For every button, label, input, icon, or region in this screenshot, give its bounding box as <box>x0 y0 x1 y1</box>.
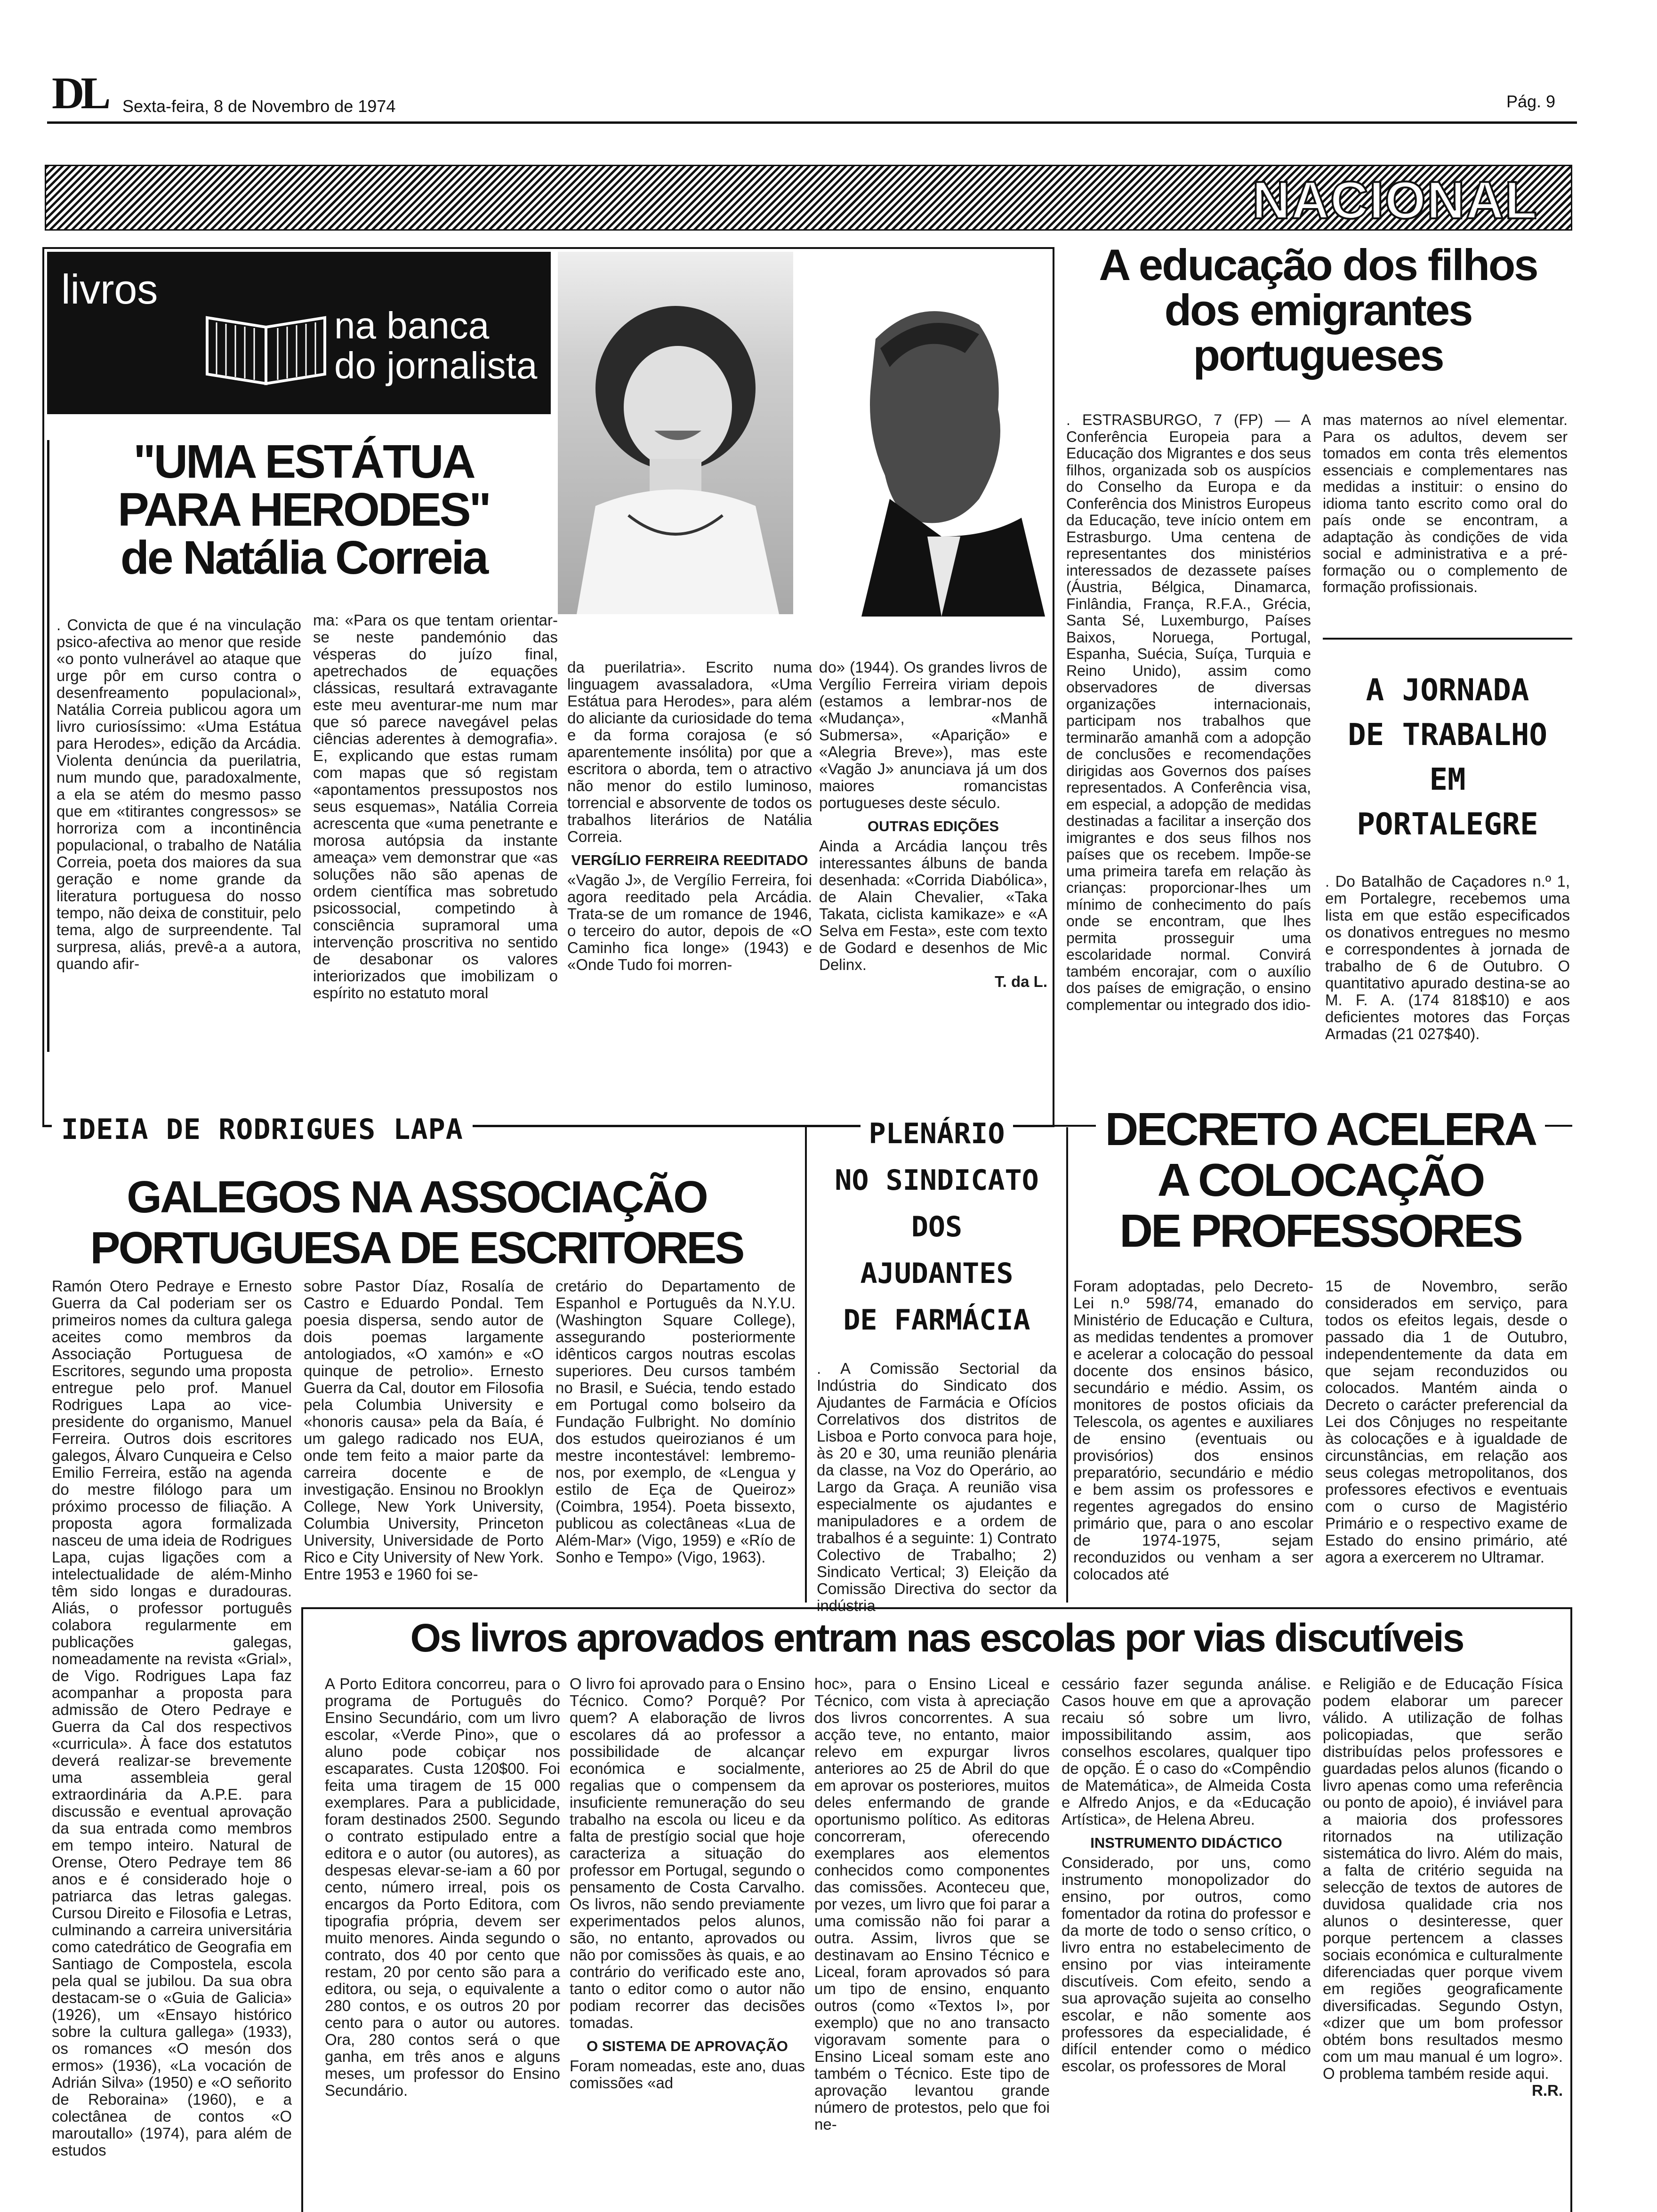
book-icon <box>202 308 330 388</box>
masthead-date: Sexta-feira, 8 de Novembro de 1974 <box>122 96 396 116</box>
livros-col-4b-text: Ainda a Arcádia lançou três interessantes álbuns de banda desenhada: «Corrida Diabólica», de Alain Chevalier, «Taka Takata, ciclista kamikaze» e «A Selva em Festa», este com texto de Godard e desenhos de Mic Delinx. <box>819 837 1047 973</box>
emigrantes-col-1 <box>1066 412 1311 1106</box>
jornada-body-text: . Do Batalhão de Caçadores n.º 1, em Portalegre, recebemos uma lista em que estão especificados os donativos entregues no mesmo e correspondentes à jornada de trabalho de 6 de Outubro. O quantitativo apurado destina-se ao M. F. A. (174 818$10) e aos deficientes motores das Forças Armadas (21 027$40). <box>1325 873 1570 1042</box>
livros-col-3b-text: «Vagão J», de Vergílio Ferreira, foi agora reeditado pela Arcádia. Trata-se de um romance de 1946, o terceiro do autor, depois de «O Caminho fica longe» (1943) e «Onde Tudo foi morren- <box>567 871 812 973</box>
jornada-headline-line1: A JORNADA <box>1366 673 1529 708</box>
livros-col-4-text: do» (1944). Os grandes livros de Vergílio Ferreira viriam depois (estamos a lembrar-nos de «Mudança», «Manhã Submersa», «Aparição» e «Alegria Breve»), mas este «Vagão J» anunciava já um dos maiores romancistas portugueses deste século. <box>819 658 1047 811</box>
plenario-headline-line5: DE FARMÁCIA <box>843 1304 1030 1337</box>
plenario-headline-line2: NO SINDICATO <box>835 1164 1039 1197</box>
aprovados-col-5-text: e Religião e de Educação Física podem elaborar um parecer válido. A utilização de folhas policopiadas, que serão distribuídas pelos professores e guardadas pelos alunos (ficando o livro apenas como uma referência ou ponto de apoio), é inviável para a maioria dos professores ritornados na utilização sistemática do livro. Além do mais, a falta de critério seguida na selecção de textos de autores de duvidosa qualidade cria nos alunos o desinteresse, quer porque pertencem a classes sociais económica e culturalmente diferenciadas quer porque vivem em regiões geograficamente diversificadas. Segundo Ostyn, «dizer que um bom professor obtém bons resultados mesmo com um mau manual é um logro». O problema também reside aqui. <box>1323 1675 1563 2082</box>
aprovados-col-2b-text: Foram nomeadas, este ano, duas comissões «ad <box>570 2057 805 2092</box>
decreto-col-1-text: Foram adoptadas, pelo Decreto-Lei n.º 598/74, emanado do Ministério de Educação e Cultura, as medidas tendentes a promover e acelerar a colocação do pessoal docente dos ensinos básico, secundário e médio. Assim, os monitores de postos oficiais da Telescola, os agentes e auxiliares de ensino (eventuais ou provisórios) dos ensinos preparatório, secundário e médio e bem assim os professores e regentes agregados do ensino primário que, para o ano escolar de 1974-1975, sejam reconduzidos ou venham a ser colocados até <box>1073 1277 1313 1583</box>
livros-logo-banca: na banca <box>334 305 490 346</box>
emigrantes-headline-line3: portugueses <box>1193 330 1443 380</box>
emigrantes-headline-line2: dos emigrantes <box>1164 285 1472 335</box>
plenario-headline-line1: PLENÁRIO <box>861 1111 1014 1157</box>
decreto-headline <box>1069 1104 1572 1256</box>
jornada-body <box>1325 873 1570 1118</box>
galegos-kicker: IDEIA DE RODRIGUES LAPA <box>52 1113 473 1146</box>
galegos-col-2-text: sobre Pastor Díaz, Rosalía de Castro e Eduardo Pondal. Tem poesia dispersa, sendo autor de dois poemas largamente antologiados, «O xamón» e «O quinque de petrolio». Ernesto Guerra da Cal, doutor em Filosofia pela Columbia University e «honoris causa» pela da Baía, é um galego radicado nos EUA, onde tem feito a maior parte da carreira docente e de investigação. Ensinou no Brooklyn College, New York University, Columbia University, Princeton University, Universidade de Porto Rico e City University of New York. Entre 1953 e 1960 foi se- <box>304 1277 544 1583</box>
livros-logo-word: livros <box>61 266 158 313</box>
plenario-body <box>817 1360 1057 1614</box>
aprovados-col-2 <box>570 1675 805 2207</box>
livros-signature: T. da L. <box>995 973 1047 990</box>
aprovados-col-3-text: hoc», para o Ensino Liceal e Técnico, com vista à apreciação dos livros concorrentes. A sua acção teve, no entanto, maior relevo em expurgar livros anteriores ao 25 de Abril do que em aprovar os posteriores, muitos deles enfermando de grande oportunismo político. As editoras concorreram, oferecendo exemplares aos elementos conhecidos como componentes das comissões. Aconteceu que, por vezes, um livro que foi parar a uma comissão não foi parar a outra. Assim, livros que se destinavam ao Ensino Técnico e Liceal, foram aprovados só para um tipo de ensino, enquanto outros (como «Textos I», por exemplo) que no ano transacto vigoravam somente para o Ensino Liceal somam este ano também o Técnico. Este tipo de aprovação levantou grande número de protestos, pelo que foi ne- <box>814 1675 1050 2133</box>
sistema-subhead: O SISTEMA DE APROVAÇÃO <box>587 2038 788 2054</box>
jornada-headline-line2: DE TRABALHO <box>1348 718 1547 753</box>
galegos-headline-line2: PORTUGUESA DE ESCRITORES <box>90 1223 743 1273</box>
livros-headline <box>56 435 551 584</box>
aprovados-col-5 <box>1323 1675 1563 2207</box>
vergilio-ferreira-photo <box>800 254 1050 617</box>
livros-col-2 <box>313 612 558 1059</box>
emigrantes-headline <box>1064 242 1572 378</box>
masthead-rule <box>47 121 1577 124</box>
decreto-col-2 <box>1325 1278 1568 1598</box>
plenario-headline-line3: DOS <box>911 1210 963 1243</box>
aprovados-col-4b-text: Considerado, por uns, como instrumento monopolizador do ensino, por outros, como fomentador da rotina do professor e da morte de todo o senso crítico, o livro entra no estabelecimento de ensino por vias inteiramente discutíveis. Com efeito, sendo a sua aprovação sujeita ao conselho escolar, e não somente aos professores da especialidade, é difícil entender como o médico escolar, os professores de Moral <box>1062 1854 1311 2075</box>
aprovados-col-2-text: O livro foi aprovado para o Ensino Técnico. Como? Porquê? Por quem? A elaboração de livros escolares dá ao professor a possibilidade de alcançar económica e socialmente, regalias que o compensem da insuficiente remuneração do seu trabalho na escola ou liceu e da falta de prestígio social que hoje caracteriza a situação do professor em Portugal, segundo o pensamento de Costa Carvalho. Os livros, não sendo previamente experimentados pelos alunos, são, no entanto, aprovados ou não por comissões às quais, e ao contrário do verificado este ano, tanto o editor como o autor não podiam recorrer das decisões tomadas. <box>570 1675 805 2031</box>
aprovados-col-4 <box>1062 1675 1311 2207</box>
aprovados-signature: R.R. <box>1532 2082 1563 2099</box>
plenario-headline-line4: AJUDANTES <box>860 1257 1014 1290</box>
galegos-headline-line1: GALEGOS NA ASSOCIAÇÃO <box>127 1172 707 1222</box>
emigrantes-col-2 <box>1323 412 1568 619</box>
decreto-col-2-text: 15 de Novembro, serão considerados em serviço, para todos os efeitos legais, desde o passado dia 1 de Outubro, independentemente da data em que sejam reconduzidos ou colocados. Mantém ainda o Decreto o carácter preferencial da Lei dos Cônjuges no respeitante às colocações e à igualdade de circunstâncias, em relação aos seus colegas metropolitanos, dos professores efectivos e eventuais com o curso de Magistério Primário e o respectivo exame de Estado do ensino primário, até agora a exercerem no Ultramar. <box>1325 1277 1568 1566</box>
vergilio-subhead: VERGÍLIO FERREIRA REEDITADO <box>571 852 808 868</box>
instrumento-subhead: INSTRUMENTO DIDÁCTICO <box>1090 1835 1282 1851</box>
emigrantes-col-1-text: . ESTRASBURGO, 7 (FP) — A Conferência Europeia para a Educação dos Migrantes e dos seus filhos, organizada sob os auspícios do Conselho da Europa e da Conferência dos Ministros Europeus da Educação, teve início ontem em Estrasburgo. Uma centena de representantes dos ministérios interessados de dezassete países (Áustria, Bélgica, Dinamarca, Finlândia, França, R.F.A., Grécia, Santa Sé, Luxemburgo, Países Baixos, Noruega, Portugal, Espanha, Suécia, Suíça, Turquia e Reino Unido), assim como observadores de diversas organizações internacionais, participam nos trabalhos que terminarão amanhã com a adopção de conclusões e recomendações dirigidas aos Governos dos países representados. A Conferência visa, em especial, a adopção de medidas destinadas a facilitar a inserção dos imigrantes e dos seus filhos nos países que os recebem. Impõe-se uma primeira tarefa em relação às crianças: proporcionar-lhes um mínimo de conhecimento do país onde se encontram, que lhes permita prosseguir uma escolaridade normal. Convirá também encorajar, com o auxílio dos países de emigração, o ensino complementar ou integrado dos idio- <box>1066 411 1311 1013</box>
livros-col-3 <box>567 659 812 1106</box>
section-banner <box>45 165 1572 231</box>
section-label: NACIONAL <box>1252 171 1538 230</box>
livros-logo-box <box>47 252 551 414</box>
galegos-headline <box>52 1172 781 1274</box>
decreto-headline-line2: A COLOCAÇÃO <box>1157 1154 1484 1206</box>
galegos-col-2 <box>304 1278 544 1598</box>
livros-aprovados-headline: Os livros aprovados entram nas escolas por vias discutíveis <box>410 1616 1464 1660</box>
decreto-col-1 <box>1073 1278 1313 1598</box>
jornada-top-rule <box>1323 638 1572 640</box>
livros-col-1 <box>56 617 301 1059</box>
decreto-headline-line1: DECRETO ACELERA <box>1096 1104 1545 1154</box>
livros-headline-line3: de Natália Correia <box>120 531 487 584</box>
page-number: Pág. 9 <box>1506 92 1556 111</box>
galegos-col-3-text: cretário do Departamento de Espanhol e Português da N.Y.U. (Washington Square College), assegurando posteriormente idênticos cargos noutras escolas superiores. Deu cursos também no Brasil, e Suécia, tendo estado em Portugal como bolseiro da Fundação Fulbright. No domínio dos estudos queirozianos é um mestre incontestável: lembremo-nos, por exemplo, de «Lengua y estilo de Eça de Queiroz» (Coimbra, 1954). Poeta bissexto, publicou as colectâneas «Lua de Além-Mar» (Vigo, 1959) e «Río de Sonho e Tempo» (Vigo, 1963). <box>555 1277 796 1566</box>
emigrantes-col-2-text: mas maternos ao nível elementar. Para os adultos, devem ser tomados em conta três elementos essenciais e complementares nas medidas a instituir: o ensino do idioma tanto escrito como oral do país onde se encontram, a adaptação às condições de vida social e administrativa e a pré-formação ou o complemento de formação profissionais. <box>1323 411 1568 595</box>
galegos-col-1 <box>52 1278 292 2205</box>
aprovados-col-3 <box>814 1675 1050 2207</box>
galegos-col-1-text: Ramón Otero Pedraye e Ernesto Guerra da Cal poderiam ser os primeiros nomes da cultura galega aceites como membros da Associação Portuguesa de Escritores, segundo uma proposta entregue pelo prof. Manuel Rodrigues Lapa ao vice-presidente do organismo, Manuel Ferreira. Outros dois escritores galegos, Álvaro Cunqueira e Celso Emilio Ferreira, estão na agenda do mestre filólogo para um próximo processo de filiação. A proposta agora formalizada nasceu de uma ideia de Rodrigues Lapa, cujas ligações com a intelectualidade de além-Minho têm sido longas e duradouras. Aliás, o professor português colabora regularmente em publicações galegas, nomeadamente na revista «Grial», de Vigo. Rodrigues Lapa faz acompanhar a proposta para admissão de Otero Pedraye e Guerra da Cal dos respectivos «curricula». À face dos estatutos deverá realizar-se brevemente uma assembleia geral extraordinária da A.P.E. para discussão e eventual aprovação da sua entrada como membros em tempo inteiro. Natural de Orense, Otero Pedraye tem 86 anos e é considerado hoje o patriarca das letras galegas. Cursou Direito e Filosofia e Letras, culminando a carreira universitária como catedrático de Geografia em Santiago de Compostela, escola pela qual se jubilou. Da sua obra destacam-se o «Guia de Galicia» (1926), um «Ensayo histórico sobre la cultura gallega» (1933), os romances «O mesón dos ermos» (1936), «La vocación de Adrián Silva» (1950) e «O señorito de Reboraina» (1960), e a colectânea de contos «O maroutallo» (1974), para além de estudos <box>52 1277 292 2159</box>
aprovados-col-1 <box>325 1675 560 2207</box>
livros-col-2-text: ma: «Para os que tentam orientar-se neste pandemónio das vésperas do juízo final, apetrechados de equações clássicas, resultará extravagante este meu aventurar-me num mar que só parece navegável pelas ciências aderentes à demografia». E, explicando que estas rumam com mapas que só registam «apontamentos pressupostos nos seus esquemas», Natália Correia acrescenta que «uma penetrante e morosa autópsia da instante ameaça» vem demonstrar que «as soluções não são apenas de ordem científica mas sobretudo psicossocial, competindo à consciência supramoral uma intervenção proscritiva no sentido de desabonar os valores interiorizados que imobilizam o espírito no estatuto moral <box>313 611 558 1002</box>
livros-col-3-text: da puerilatria». Escrito numa linguagem avassaladora, «Uma Estátua para Herodes», para além do aliciante da curiosidade do tema e da forma corajosa (e só aparentemente insólita) por que a escritora o aborda, tem o atractivo não menor do estilo luminoso, torrencial e absorvente de todos os trabalhos literários de Natália Correia. <box>567 658 812 845</box>
livros-vertical-rule <box>47 440 49 1052</box>
outras-edicoes-subhead: OUTRAS EDIÇÕES <box>867 818 999 834</box>
masthead-logo: DL <box>52 68 107 118</box>
jornada-headline-line4: PORTALEGRE <box>1357 807 1538 842</box>
livros-headline-line2: PARA HERODES" <box>118 483 490 536</box>
emigrantes-headline-line1: A educação dos filhos <box>1099 240 1537 289</box>
livros-col-1-text: . Convicta de que é na vinculação psico-afectiva ao menor que reside «o ponto vulnerável ao ataque que urge pôr em curso contra o desenfreamento populacional», Natália Correia publicou agora um livro curiosíssimo: «Uma Estátua para Herodes», edição da Arcádia. Violenta denúncia da puerilatria, num mundo que, paradoxalmente, a ela se atém do mesmo passo que em «titirantes congressos» se horroriza com a incontinência populacional, o trabalho de Natália Correia, poeta dos maiores da sua geração e nome grande da literatura portuguesa do nosso tempo, não deixa de constituir, pelo tema, algo de surpreendente. Tal surpresa, aliás, prevê-a a autora, quando afir- <box>56 616 301 972</box>
jornada-headline <box>1323 668 1572 847</box>
jornada-headline-line3: EM <box>1429 762 1466 797</box>
livros-col-4 <box>819 659 1047 1073</box>
aprovados-col-4-text: cessário fazer segunda análise. Casos houve em que a aprovação recaiu só sobre um livro, impossibilitando assim, aos conselhos escolares, qualquer tipo de opção. É o caso do «Compêndio de Matemática», de Almeida Costa e Alfredo Anjos, e da «Educação Artística», de Helena Abreu. <box>1062 1675 1311 1828</box>
galegos-col-3 <box>555 1278 796 1598</box>
plenario-left-rule <box>805 1127 807 1603</box>
livros-logo-jornalista: do jornalista <box>334 345 538 386</box>
plenario-body-text: . A Comissão Sectorial da Indústria do Sindicato dos Ajudantes de Farmácia e Ofícios Correlativos dos distritos de Lisboa e Porto convoca para hoje, às 20 e 30, uma reunião plenária da classe, na Voz do Operário, ao Largo da Graça. A reunião visa especialmente os ajudantes e manipuladores e a ordem de trabalhos é a seguinte: 1) Contrato Colectivo de Trabalho; 2) Sindicato Vertical; 3) Eleição da Comissão Directiva do sector da indústria <box>817 1360 1057 1614</box>
livros-headline-line1: "UMA ESTÁTUA <box>133 435 474 488</box>
decreto-left-rule <box>1066 1127 1068 1603</box>
plenario-headline <box>810 1111 1064 1344</box>
natalia-correia-photo <box>558 252 793 614</box>
aprovados-col-1-text: A Porto Editora concorreu, para o programa de Português do Ensino Secundário, com um livro escolar, «Verde Pino», que o aluno pode cobiçar nos escaparates. Custa 120$00. Foi feita uma tiragem de 15 000 exemplares. Para a publicidade, foram destinados 2500. Segundo o contrato estipulado entre a editora e o autor (ou autores), as despesas elevar-se-iam a 60 por cento, número irreal, pois os encargos da Porto Editora, com tipografia própria, devem ser muito menores. Ainda segundo o contrato, dos 40 por cento que restam, 20 por cento são para a editora, ou seja, o equivalente a 280 contos, e os outros 20 por cento para o autor ou autores. Ora, 280 contos será o que ganha, em três anos e alguns meses, um professor do Ensino Secundário. <box>325 1675 560 2099</box>
decreto-headline-line3: DE PROFESSORES <box>1119 1205 1521 1257</box>
